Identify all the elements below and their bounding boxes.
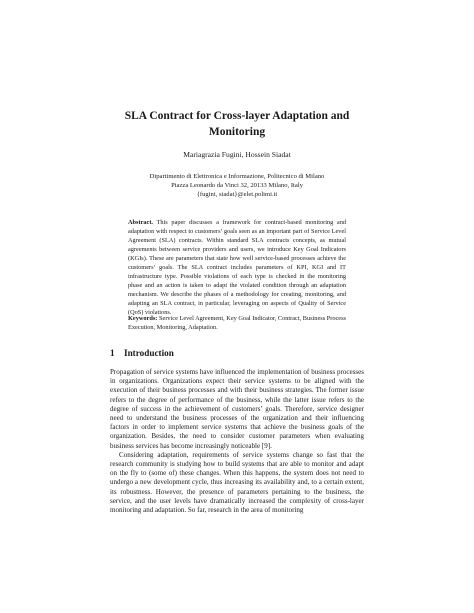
section-title: Introduction [124, 348, 174, 358]
title-line-1: SLA Contract for Cross-layer Adaptation and [124, 110, 350, 122]
abstract [128, 218, 346, 318]
section-heading [110, 348, 174, 358]
author-list: Mariagrazia Fugini, Hossein Siadat [183, 150, 291, 159]
body-text [110, 368, 364, 515]
abstract-text: This paper discusses a framework for contract-based monitoring and adaptation with respect to customers’ goals seen as an important part of Service Level Agreement (SLA) contracts. Within standard SLA contracts concepts, as mutual agreements between service providers and users, we introduce Key Goal Indicators (KGIs). These are parameters that state how well service-based processes achieve the customers’ goals. The SLA contract includes parameters of KPI, KGI and IT infrastructure type. Possible violations of each type is checked in the monitoring phase and an action is taken to adapt the violated condition through an adaptation mechanism. We describe the phases of a methodology for creating, monitoring, and adapting an SLA contract, in particular, leveraging on aspects of Quality of Service (QoS) violations. [128, 219, 346, 317]
paper-title [100, 108, 374, 140]
affiliation-block [100, 172, 374, 200]
keywords-text: Service Level Agreement, Key Goal Indicator, Contract, Business Process Execution, Monitoring, Adaptation. [128, 315, 346, 332]
author-emails: {fugini, siadat}@elet.polimi.it [196, 191, 278, 199]
paragraph: Considering adaptation, requirements of service systems change so fast that the research community is studying how to build systems that are able to monitor and adapt on the fly to (some of) these changes. When this happens, the system does not need to undergo a new development cycle, thus increasing its availability and, to a certain extent, its robustness. However, the presence of parameters pertaining to the business, the service, and the user levels have dramatically increased the complexity of cross-layer monitoring and adaptation. So far, research in the area of monitoring [110, 450, 364, 515]
abstract-label: Abstract. [128, 219, 154, 226]
keywords-label: Keywords: [128, 315, 158, 322]
affiliation-address: Piazza Leonardo da Vinci 32, 20133 Milano, Italy [171, 182, 303, 190]
section-number: 1 [110, 348, 115, 358]
keywords [128, 314, 346, 332]
affiliation-department: Dipartimento di Elettronica e Informazione, Politecnico di Milano [149, 173, 325, 180]
paragraph: Propagation of service systems have influenced the implementation of business processes in organizations. Organizations expect their service systems to be aligned with the execution of their business processes and with their business strategies. The former issue refers to the degree of performance of the business, while the latter issue refers to the degree of success in the achievement of customers’ goals. Therefore, service designer need to understand the business processes of the organization and their influencing factors in order to implement service systems that achieve the business goals of the organization. Besides, the need to consider customer parameters when evaluating business services has become increasingly noticeable [9]. [110, 368, 364, 450]
title-line-2: Monitoring [208, 126, 266, 138]
